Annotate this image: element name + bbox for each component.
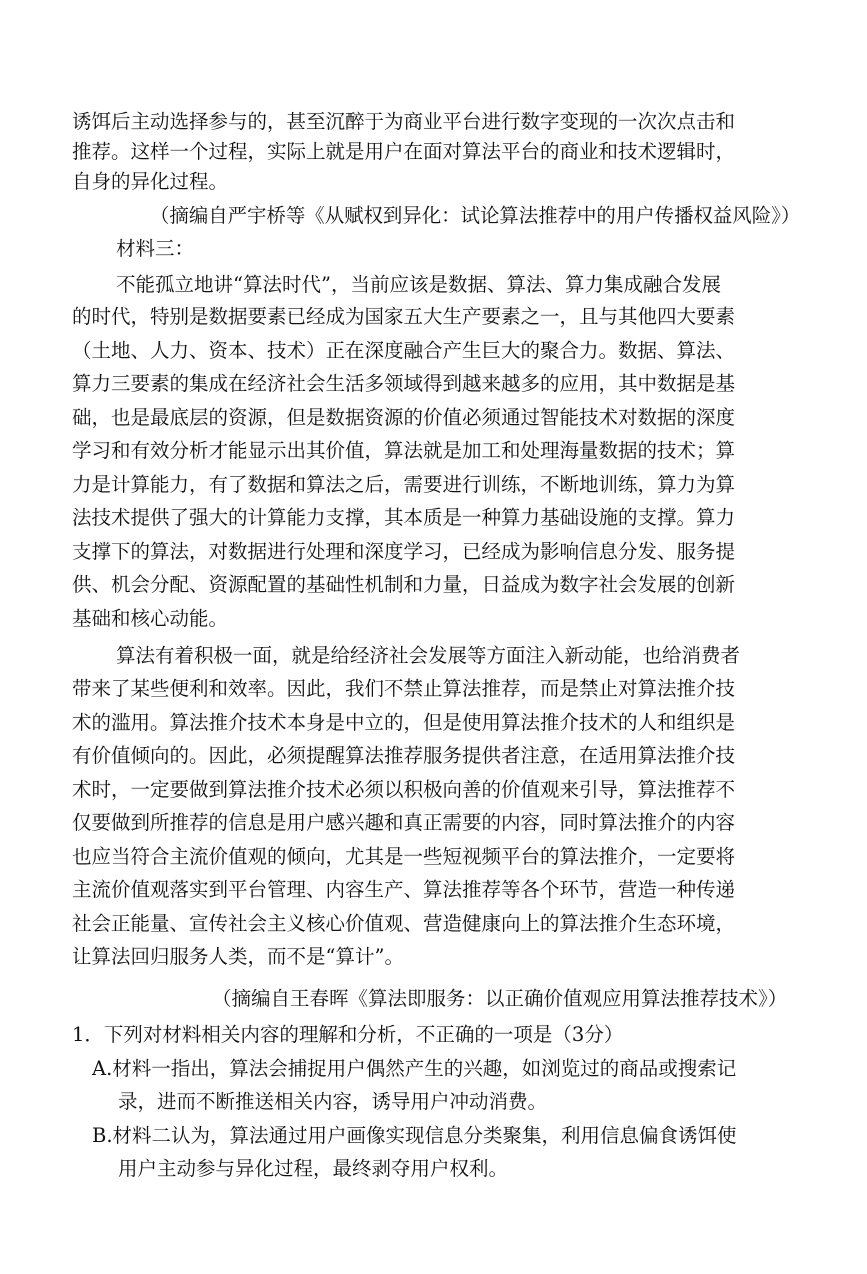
intro-line: 推荐。这样一个过程，实际上就是用户在面对算法平台的商业和技术逻辑时， bbox=[72, 140, 736, 163]
option-a-line: A.材料一指出，算法会捕捉用户偶然产生的兴趣，如浏览过的商品或搜索记 bbox=[92, 1057, 737, 1080]
para-1-line: 基础和核心动能。 bbox=[72, 607, 229, 630]
para-2-line: 有价值倾向的。因此，必须提醒算法推荐服务提供者注意，在适用算法推介技 bbox=[72, 744, 736, 767]
para-1-line: 的时代，特别是数据要素已经成为国家五大生产要素之一，且与其他四大要素 bbox=[72, 305, 736, 328]
option-b-line: 用户主动参与异化过程，最终剥夺用户权利。 bbox=[118, 1157, 509, 1180]
source-citation-3: （摘编自王春晖《算法即服务：以正确价值观应用算法推荐技术》） bbox=[212, 987, 788, 1010]
para-1-line: 算力三要素的集成在经济社会生活多领域得到越来越多的应用，其中数据是基 bbox=[72, 372, 736, 395]
para-1-line: 供、机会分配、资源配置的基础性机制和力量，日益成为数字社会发展的创新 bbox=[72, 573, 736, 596]
para-2-line: 术时，一定要做到算法推介技术必须以积极向善的价值观来引导，算法推荐不 bbox=[72, 778, 736, 801]
para-2-line: 术的滥用。算法推介技术本身是中立的，但是使用算法推介技术的人和组织是 bbox=[72, 711, 736, 734]
para-1-line: 础，也是最底层的资源，但是数据资源的价值必须通过智能技术对数据的深度 bbox=[72, 406, 736, 429]
para-1-line: （土地、人力、资本、技术）正在深度融合产生巨大的聚合力。数据、算法、 bbox=[72, 339, 736, 362]
material-3-heading: 材料三： bbox=[116, 237, 195, 260]
para-2-line: 仅要做到所推荐的信息是用户感兴趣和真正需要的内容，同时算法推介的内容 bbox=[72, 811, 736, 834]
para-1-line: 不能孤立地讲“算法时代”，当前应该是数据、算法、算力集成融合发展 bbox=[116, 273, 721, 296]
option-b-line: B.材料二认为，算法通过用户画像实现信息分类聚集，利用信息偏食诱饵使 bbox=[92, 1124, 737, 1147]
para-1-line: 支撑下的算法，对数据进行处理和深度学习，已经成为影响信息分发、服务提 bbox=[72, 540, 736, 563]
question-1: 1．下列对材料相关内容的理解和分析，不正确的一项是（3分） bbox=[72, 1023, 624, 1046]
para-2-line: 社会正能量、宣传社会主义核心价值观、营造健康向上的算法推介生态环境， bbox=[72, 912, 736, 935]
para-2-line: 算法有着积极一面，就是给经济社会发展等方面注入新动能，也给消费者 bbox=[116, 644, 741, 667]
para-1-line: 法技术提供了强大的计算能力支撑，其本质是一种算力基础设施的支撑。算力 bbox=[72, 506, 736, 529]
para-1-line: 学习和有效分析才能显示出其价值，算法就是加工和处理海量数据的技术；算 bbox=[72, 439, 736, 462]
intro-line: 自身的异化过程。 bbox=[72, 170, 229, 193]
para-2-line: 带来了某些便利和效率。因此，我们不禁止算法推荐，而是禁止对算法推介技 bbox=[72, 677, 736, 700]
intro-line: 诱饵后主动选择参与的，甚至沉醉于为商业平台进行数字变现的一次次点击和 bbox=[72, 110, 736, 133]
para-1-line: 力是计算能力，有了数据和算法之后，需要进行训练，不断地训练，算力为算 bbox=[72, 473, 736, 496]
option-a-line: 录，进而不断推送相关内容，诱导用户冲动消费。 bbox=[118, 1090, 548, 1113]
para-2-line: 也应当符合主流价值观的倾向，尤其是一些短视频平台的算法推介，一定要将 bbox=[72, 845, 736, 868]
para-2-line: 主流价值观落实到平台管理、内容生产、算法推荐等各个环节，营造一种传递 bbox=[72, 878, 736, 901]
source-citation-2: （摘编自严宇桥等《从赋权到异化：试论算法推荐中的用户传播权益风险》） bbox=[150, 204, 801, 227]
para-2-line: 让算法回归服务人类，而不是“算计”。 bbox=[72, 945, 404, 968]
